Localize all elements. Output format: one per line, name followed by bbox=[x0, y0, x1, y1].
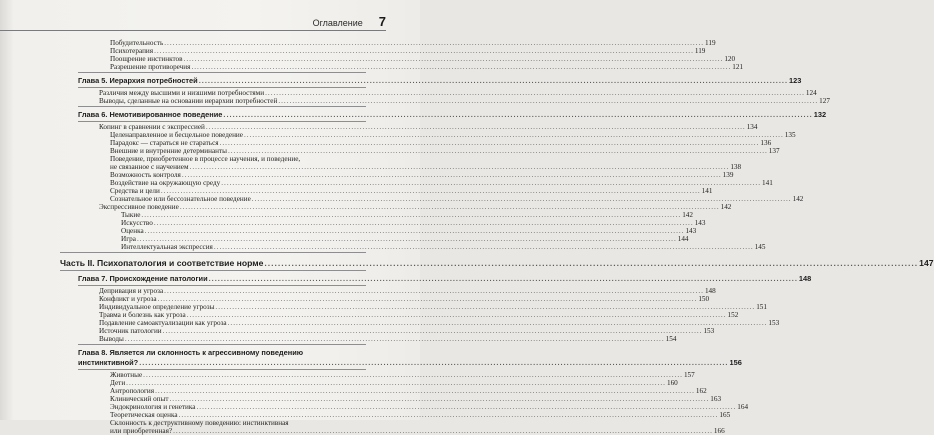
toc-entry-line bbox=[78, 163, 742, 171]
toc-entry-title: Поощрение инстинктов bbox=[110, 55, 183, 63]
dot-leader bbox=[228, 319, 768, 327]
dot-leader bbox=[196, 403, 736, 411]
toc-entry-page: 160 bbox=[666, 379, 678, 387]
toc-part[interactable] bbox=[60, 257, 934, 269]
dot-leader bbox=[220, 139, 760, 147]
toc-entry[interactable] bbox=[78, 227, 697, 235]
dot-leader bbox=[154, 219, 694, 227]
toc-entry-page: 123 bbox=[789, 76, 802, 85]
dot-leader bbox=[155, 387, 695, 395]
section-rule bbox=[78, 72, 366, 73]
toc-entry[interactable] bbox=[78, 411, 731, 419]
toc-entry-title: Антропология bbox=[110, 387, 155, 395]
toc-entry-page: 153 bbox=[768, 319, 780, 327]
toc-entry-line bbox=[78, 358, 742, 368]
dot-leader bbox=[265, 89, 805, 97]
toc-entry-page: 154 bbox=[665, 335, 677, 343]
toc-entry[interactable] bbox=[78, 335, 677, 343]
dot-leader bbox=[209, 274, 798, 284]
dot-leader bbox=[143, 371, 683, 379]
toc-entry-page: 144 bbox=[677, 235, 689, 243]
toc-entry[interactable] bbox=[78, 303, 767, 311]
toc-entry-page: 132 bbox=[813, 110, 827, 119]
toc-entry-title: Травма и болезнь как угроза bbox=[99, 311, 186, 319]
toc-entry-title: Конфликт и угроза bbox=[99, 295, 157, 303]
section-rule bbox=[78, 344, 366, 345]
toc-entry[interactable] bbox=[78, 131, 796, 139]
dot-leader bbox=[158, 295, 698, 303]
toc-entry-page: 153 bbox=[703, 327, 715, 335]
toc-entry-page: 163 bbox=[710, 395, 722, 403]
toc-entry[interactable] bbox=[78, 155, 742, 171]
dot-leader bbox=[199, 76, 788, 86]
toc-entry[interactable] bbox=[78, 311, 739, 319]
toc-entry-title: Игра bbox=[121, 235, 136, 243]
toc-entry-page: 148 bbox=[798, 274, 812, 283]
toc-entry-page: 142 bbox=[720, 203, 732, 211]
dot-leader bbox=[164, 39, 704, 47]
toc-entry-page: 134 bbox=[746, 123, 758, 131]
toc-entry[interactable] bbox=[78, 171, 734, 179]
toc-entry-page: 127 bbox=[819, 97, 830, 105]
toc-entry-title: Выводы, сделанные на основании иерархии потребностей bbox=[99, 97, 278, 105]
toc-entry-page: 142 bbox=[792, 195, 804, 203]
toc-entry-title: Психотерапия bbox=[110, 47, 154, 55]
toc-entry-title: Копинг в сравнении с экспрессией bbox=[99, 123, 205, 131]
toc-entry-title: Часть II. Психопатология и соответствие норме bbox=[60, 258, 264, 268]
toc-entry-title: Глава 5. Иерархия потребностей bbox=[78, 76, 198, 85]
dot-leader bbox=[179, 411, 719, 419]
toc-entry-title: Депривация и угроза bbox=[99, 287, 164, 295]
toc-chapter[interactable] bbox=[78, 274, 812, 284]
toc-entry[interactable] bbox=[78, 419, 725, 435]
toc-entry-page: 135 bbox=[784, 131, 796, 139]
toc-entry-title: Различия между высшими и низшими потребностями bbox=[99, 89, 265, 97]
toc-entry[interactable] bbox=[78, 97, 830, 105]
dot-leader bbox=[126, 379, 666, 387]
section-rule bbox=[78, 121, 366, 122]
toc-entry[interactable] bbox=[78, 47, 706, 55]
toc-entry-title: или приобретенная? bbox=[110, 427, 173, 435]
toc-entry-title: Разрешение противоречия bbox=[110, 63, 191, 71]
toc-entry[interactable] bbox=[78, 319, 780, 327]
toc-entry-line bbox=[78, 155, 366, 163]
running-header-title: Оглавление bbox=[312, 18, 363, 28]
toc-entry-title: Целенаправленное и бесцельное поведение bbox=[110, 131, 243, 139]
toc-entry-title: Искусство bbox=[121, 219, 153, 227]
toc-entry[interactable] bbox=[78, 395, 722, 403]
toc-entry[interactable] bbox=[78, 195, 804, 203]
toc-entry-page: 143 bbox=[685, 227, 697, 235]
toc-entry[interactable] bbox=[78, 55, 736, 63]
toc-entry-page: 139 bbox=[722, 171, 734, 179]
toc-entry[interactable] bbox=[78, 295, 710, 303]
dot-leader bbox=[161, 187, 701, 195]
toc-entry-page: 147 bbox=[919, 258, 934, 268]
toc-entry-page: 119 bbox=[705, 39, 716, 47]
dot-leader bbox=[137, 235, 677, 243]
toc-entry[interactable] bbox=[78, 203, 732, 211]
dot-leader bbox=[173, 427, 713, 435]
section-rule bbox=[78, 285, 366, 286]
toc-entry-title: Средства и цели bbox=[110, 187, 160, 195]
toc-entry[interactable] bbox=[78, 39, 716, 47]
dot-leader bbox=[125, 335, 665, 343]
dot-leader bbox=[139, 358, 728, 368]
toc-entry-page: 138 bbox=[730, 163, 742, 171]
dot-leader bbox=[214, 243, 754, 251]
dot-leader bbox=[278, 97, 818, 105]
dot-leader bbox=[221, 179, 761, 187]
toc-entry-title: Индивидуальное определение угрозы bbox=[99, 303, 215, 311]
dot-leader bbox=[191, 63, 731, 71]
toc-entry-line bbox=[78, 427, 725, 435]
toc-entry-page: 142 bbox=[682, 211, 693, 219]
toc-entry-page: 150 bbox=[698, 295, 710, 303]
dot-leader bbox=[184, 55, 724, 63]
toc-entry-page: 156 bbox=[729, 358, 742, 367]
dot-leader bbox=[182, 171, 722, 179]
toc-entry-page: 148 bbox=[704, 287, 716, 295]
toc-entry-title: инстинктивной? bbox=[78, 358, 139, 367]
toc-entry[interactable] bbox=[78, 235, 689, 243]
toc-entry-title: Поведение, приобретенное в процессе научения, и поведение, bbox=[110, 155, 301, 163]
dot-leader bbox=[164, 287, 704, 295]
toc-entry[interactable] bbox=[78, 147, 780, 155]
dot-leader bbox=[190, 163, 730, 171]
dot-leader bbox=[206, 123, 746, 131]
toc-entry-title: Тыкие bbox=[121, 211, 141, 219]
toc-entry-title: Глава 8. Является ли склонность к агрессивному поведению bbox=[78, 348, 304, 357]
toc-entry-title: Подавление самоактуализации как угроза bbox=[99, 319, 227, 327]
toc-entry-title: Воздействие на окружающую среду bbox=[110, 179, 221, 187]
toc-entry-page: 164 bbox=[737, 403, 749, 411]
toc-entry-title: Клинический опыт bbox=[110, 395, 169, 403]
toc-entry-page: 136 bbox=[760, 139, 772, 147]
dot-leader bbox=[163, 327, 703, 335]
toc-entry-page: 166 bbox=[713, 427, 725, 435]
table-of-contents bbox=[60, 39, 934, 435]
toc-entry-title: Парадокс — стараться не стараться bbox=[110, 139, 219, 147]
dot-leader bbox=[141, 211, 681, 219]
toc-entry-title: Животные bbox=[110, 371, 143, 379]
toc-entry-title: Побудительность bbox=[110, 39, 164, 47]
toc-chapter[interactable] bbox=[78, 76, 802, 86]
toc-entry[interactable] bbox=[78, 387, 707, 395]
dot-leader bbox=[228, 147, 768, 155]
toc-entry[interactable] bbox=[78, 89, 817, 97]
dot-leader bbox=[244, 131, 784, 139]
toc-entry-page: 124 bbox=[805, 89, 817, 97]
dot-leader bbox=[180, 203, 720, 211]
toc-entry[interactable] bbox=[78, 243, 766, 251]
toc-entry-title: Сознательное или бессознательное поведение bbox=[110, 195, 251, 203]
toc-entry-line bbox=[78, 419, 366, 427]
toc-entry-line bbox=[78, 348, 366, 358]
dot-leader bbox=[170, 395, 710, 403]
toc-entry[interactable] bbox=[78, 403, 749, 411]
toc-entry-page: 141 bbox=[762, 179, 773, 187]
toc-entry[interactable] bbox=[78, 63, 744, 71]
dot-leader bbox=[154, 47, 694, 55]
toc-entry-title: Внешние и внутренние детерминанты bbox=[110, 147, 227, 155]
toc-entry[interactable] bbox=[78, 139, 772, 147]
dot-leader bbox=[145, 227, 685, 235]
toc-entry-page: 145 bbox=[754, 243, 766, 251]
toc-entry[interactable] bbox=[78, 287, 716, 295]
toc-entry-page: 137 bbox=[768, 147, 780, 155]
toc-entry-page: 165 bbox=[719, 411, 731, 419]
toc-entry-title: Глава 6. Немотивированное поведение bbox=[78, 110, 223, 119]
toc-entry[interactable] bbox=[78, 327, 715, 335]
toc-entry[interactable] bbox=[78, 179, 773, 187]
toc-entry-title: Дети bbox=[110, 379, 126, 387]
dot-leader bbox=[187, 311, 727, 319]
toc-chapter[interactable] bbox=[78, 110, 827, 120]
toc-entry-page: 143 bbox=[694, 219, 706, 227]
toc-entry-page: 119 bbox=[694, 47, 706, 55]
dot-leader bbox=[215, 303, 755, 311]
running-header bbox=[0, 14, 386, 29]
toc-entry-title: Источник патологии bbox=[99, 327, 162, 335]
toc-entry-title: Интеллектуальная экспрессия bbox=[121, 243, 213, 251]
toc-entry-page: 151 bbox=[756, 303, 767, 311]
toc-entry-page: 152 bbox=[727, 311, 739, 319]
toc-entry-page: 162 bbox=[695, 387, 707, 395]
section-rule bbox=[78, 106, 366, 107]
toc-entry[interactable] bbox=[78, 371, 695, 379]
dot-leader bbox=[223, 110, 812, 120]
toc-entry-title: Выводы bbox=[99, 335, 124, 343]
toc-entry[interactable] bbox=[78, 379, 678, 387]
page-number: 7 bbox=[378, 14, 386, 29]
toc-entry-title: Экспрессивное поведение bbox=[99, 203, 179, 211]
section-rule bbox=[60, 252, 366, 253]
toc-entry-page: 141 bbox=[701, 187, 713, 195]
dot-leader bbox=[252, 195, 792, 203]
section-rule bbox=[60, 270, 366, 271]
toc-entry-title: Склонность к деструктивному поведению: инстинктивная bbox=[110, 419, 289, 427]
section-rule bbox=[78, 87, 366, 88]
toc-chapter[interactable] bbox=[78, 348, 742, 368]
toc-entry-title: Возможность контроля bbox=[110, 171, 181, 179]
toc-entry[interactable] bbox=[78, 219, 706, 227]
toc-entry-title: Теоретическая оценка bbox=[110, 411, 178, 419]
toc-entry[interactable] bbox=[78, 187, 713, 195]
toc-entry-page: 121 bbox=[732, 63, 744, 71]
header-rule bbox=[0, 30, 386, 31]
toc-entry[interactable] bbox=[78, 123, 758, 131]
toc-entry-title: не связанное с научением bbox=[110, 163, 189, 171]
toc-entry-title: Оценка bbox=[121, 227, 144, 235]
toc-entry-title: Глава 7. Происхождение патологии bbox=[78, 274, 208, 283]
dot-leader bbox=[264, 257, 918, 269]
toc-entry-page: 120 bbox=[724, 55, 736, 63]
toc-entry[interactable] bbox=[78, 211, 693, 219]
toc-entry-page: 157 bbox=[683, 371, 695, 379]
toc-entry-title: Эндокринология и генетика bbox=[110, 403, 196, 411]
section-rule bbox=[78, 369, 366, 370]
